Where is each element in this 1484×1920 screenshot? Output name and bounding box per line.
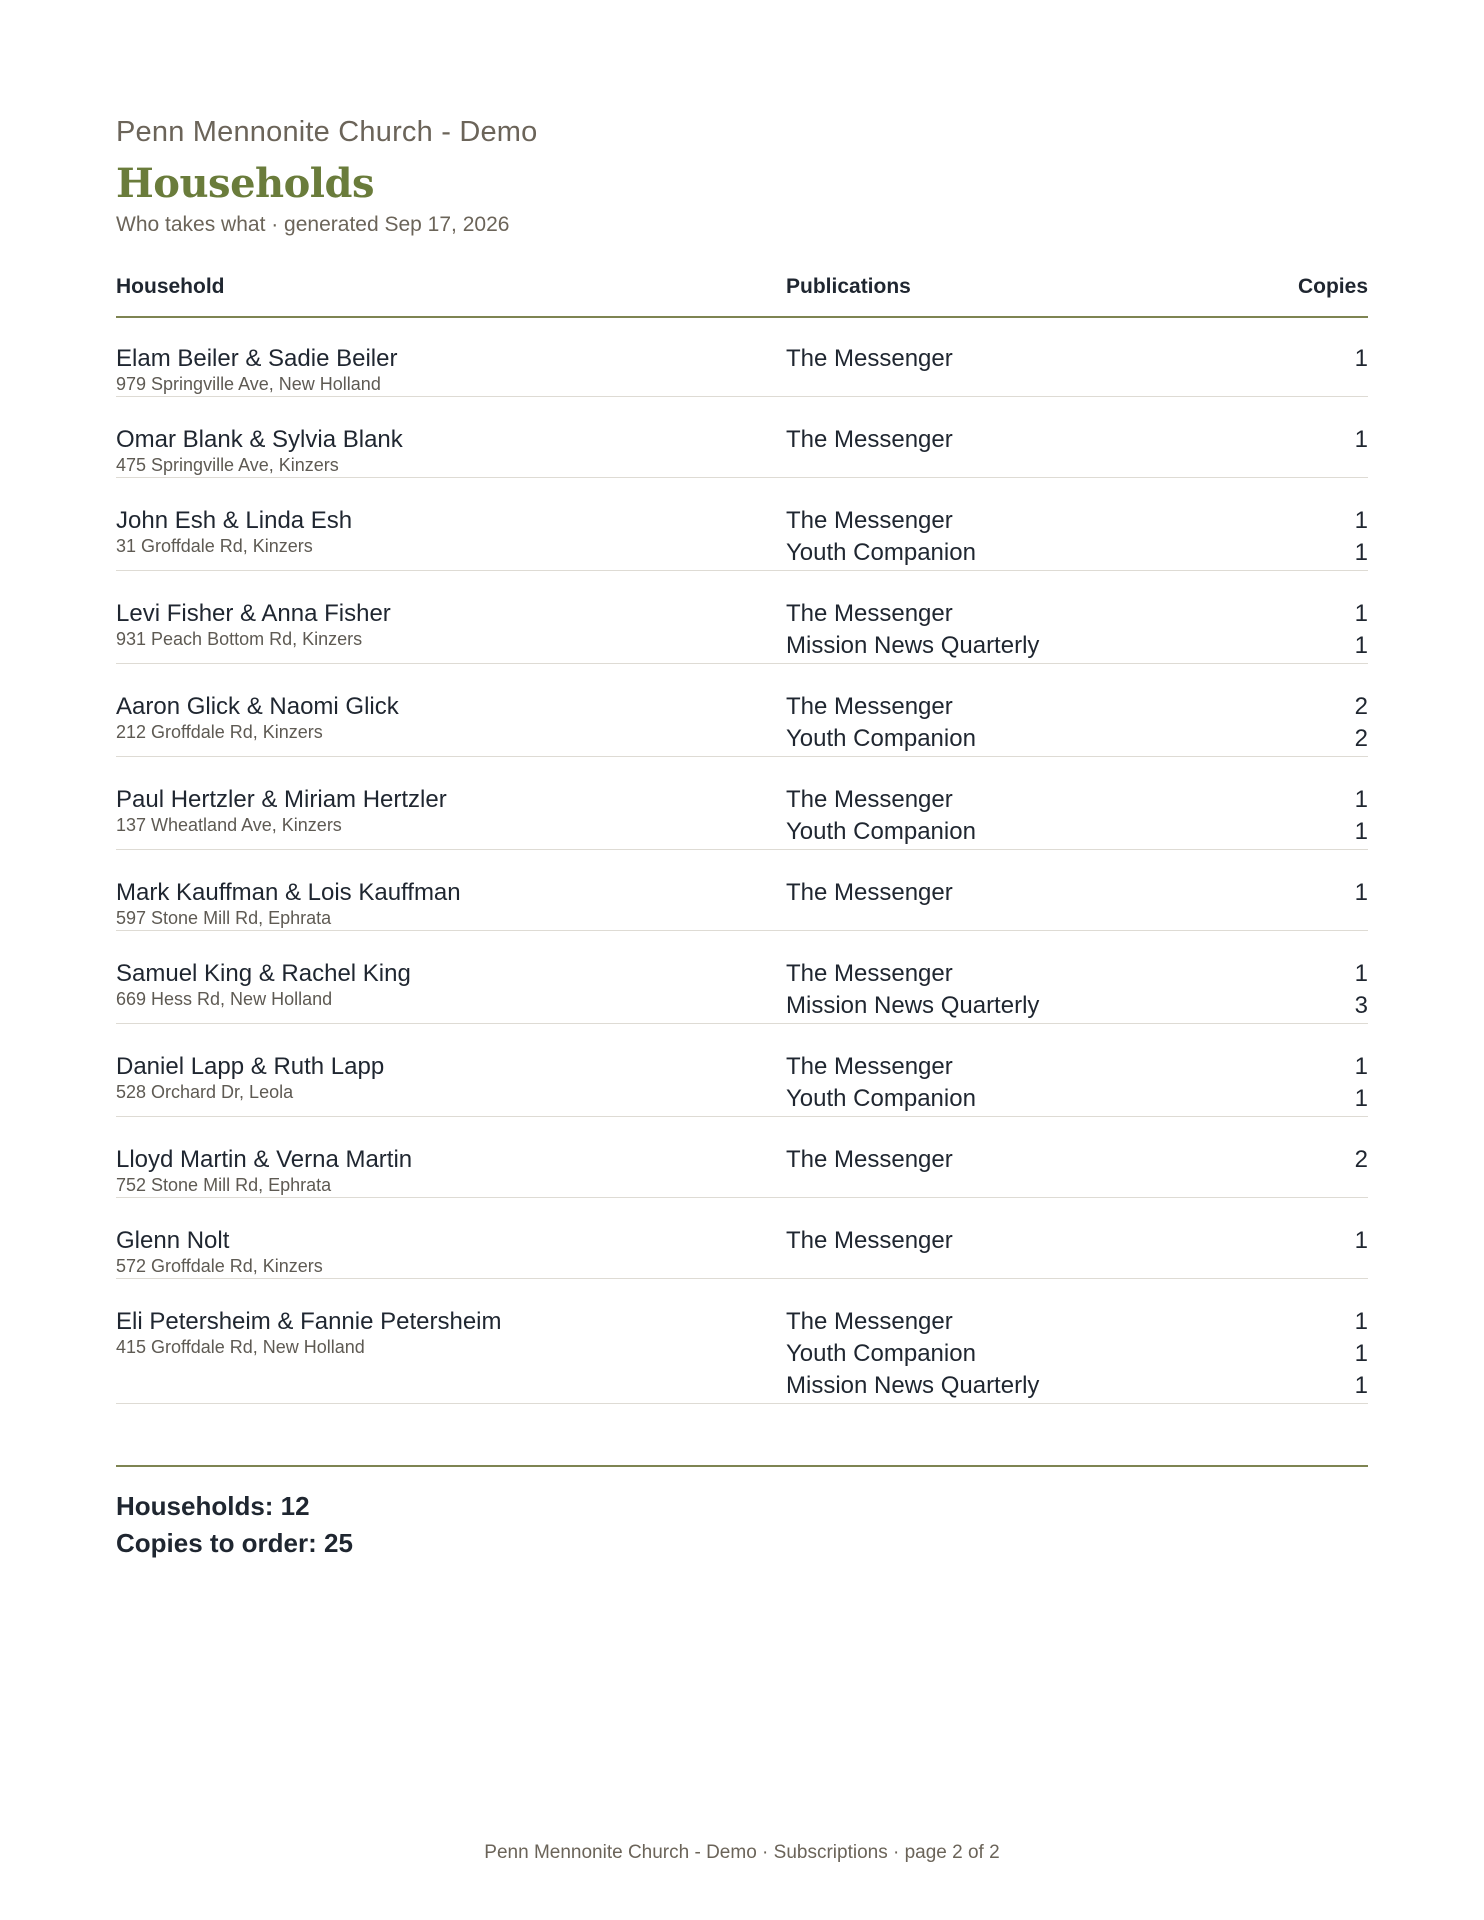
household-cell [116,1053,756,1103]
copies-count: 1 [1354,1308,1368,1335]
household-address: 212 Groffdale Rd, Kinzers [116,722,323,742]
table-row [116,1117,1368,1198]
column-header-copies: Copies [1297,275,1368,298]
table-row [116,397,1368,478]
household-name: Samuel King & Rachel King [116,960,411,987]
subscription-line [786,1372,1368,1404]
subscription-line [786,1227,1368,1259]
publication-name: The Messenger [786,345,953,372]
household-address: 979 Springville Ave, New Holland [116,374,381,394]
copies-count: 1 [1354,879,1368,906]
publication-name: Youth Companion [786,818,976,845]
household-cell [116,1146,756,1196]
publication-name: The Messenger [786,786,953,813]
copies-count: 1 [1354,1227,1368,1254]
summary [116,1488,353,1562]
household-address: 137 Wheatland Ave, Kinzers [116,815,342,835]
household-name: Eli Petersheim & Fannie Petersheim [116,1308,502,1335]
household-table-body [116,316,1368,1404]
publications-cell [786,345,1368,377]
subscription-line [786,1146,1368,1178]
subscription-line [786,345,1368,377]
copies-count: 2 [1354,725,1368,752]
publication-name: The Messenger [786,507,953,534]
copies-count: 2 [1354,693,1368,720]
household-name: Daniel Lapp & Ruth Lapp [116,1053,385,1080]
subscription-line [786,600,1368,632]
copies-count: 1 [1354,600,1368,627]
report-page [116,0,1368,1920]
subscription-line [786,1053,1368,1085]
household-cell [116,786,756,836]
household-name: Elam Beiler & Sadie Beiler [116,345,398,372]
subscription-line [786,1085,1368,1117]
publication-name: Mission News Quarterly [786,632,1040,659]
publications-cell [786,960,1368,1024]
table-row [116,1024,1368,1117]
household-name: Omar Blank & Sylvia Blank [116,426,403,453]
household-name: Levi Fisher & Anna Fisher [116,600,391,627]
table-row [116,478,1368,571]
copies-count: 1 [1354,786,1368,813]
publication-name: The Messenger [786,1053,953,1080]
household-address: 475 Springville Ave, Kinzers [116,455,339,475]
publication-name: The Messenger [786,879,953,906]
publication-name: The Messenger [786,693,953,720]
page-footer: Penn Mennonite Church - Demo · Subscriptions · page 2 of 2 [484,1842,1000,1863]
copies-count: 3 [1354,992,1368,1019]
table-row [116,757,1368,850]
household-address: 31 Groffdale Rd, Kinzers [116,536,313,556]
copies-count: 1 [1354,1372,1368,1399]
publications-cell [786,786,1368,850]
subscription-line [786,992,1368,1024]
household-cell [116,1227,756,1277]
publications-cell [786,1053,1368,1117]
copies-count: 1 [1354,345,1368,372]
household-cell [116,507,756,557]
household-address: 669 Hess Rd, New Holland [116,989,333,1009]
copies-count: 1 [1354,1340,1368,1367]
household-cell [116,345,756,395]
column-header-household: Household [116,275,225,298]
copies-count: 1 [1354,1053,1368,1080]
subscription-line [786,725,1368,757]
publications-cell [786,507,1368,571]
subscription-line [786,507,1368,539]
copies-count: 1 [1354,632,1368,659]
copies-count: 1 [1354,426,1368,453]
household-cell [116,693,756,743]
copies-count: 1 [1354,539,1368,566]
household-address: 597 Stone Mill Rd, Ephrata [116,908,332,928]
table-header [116,262,1368,318]
table-row [116,664,1368,757]
publication-name: The Messenger [786,1308,953,1335]
subscription-line [786,818,1368,850]
household-name: Paul Hertzler & Miriam Hertzler [116,786,447,813]
summary-households: Households: 12 [116,1491,310,1521]
household-cell [116,600,756,650]
publication-name: Youth Companion [786,1340,976,1367]
publications-cell [786,879,1368,911]
publications-cell [786,1308,1368,1404]
publication-name: Youth Companion [786,1085,976,1112]
publications-cell [786,1146,1368,1178]
publication-name: The Messenger [786,426,953,453]
table-row [116,316,1368,397]
table-row [116,1279,1368,1404]
publication-name: Youth Companion [786,539,976,566]
publication-name: Mission News Quarterly [786,1372,1040,1399]
publication-name: Youth Companion [786,725,976,752]
table-row [116,1198,1368,1279]
subscription-line [786,960,1368,992]
publications-cell [786,693,1368,757]
subscription-line [786,693,1368,725]
household-cell [116,960,756,1010]
subscription-line [786,539,1368,571]
summary-divider [116,1465,1368,1467]
household-address: 572 Groffdale Rd, Kinzers [116,1256,323,1276]
publication-name: Mission News Quarterly [786,992,1040,1019]
household-name: Lloyd Martin & Verna Martin [116,1146,413,1173]
subscription-line [786,1340,1368,1372]
publication-name: The Messenger [786,1227,953,1254]
household-address: 752 Stone Mill Rd, Ephrata [116,1175,332,1195]
publication-name: The Messenger [786,960,953,987]
subscription-line [786,786,1368,818]
page-title: Households [116,160,374,207]
column-header-publications: Publications [786,275,911,298]
summary-copies: Copies to order: 25 [116,1528,353,1558]
household-cell [116,426,756,476]
copies-count: 1 [1354,818,1368,845]
table-row [116,571,1368,664]
publications-cell [786,600,1368,664]
copies-count: 2 [1354,1146,1368,1173]
household-address: 528 Orchard Dr, Leola [116,1082,294,1102]
copies-count: 1 [1354,507,1368,534]
copies-count: 1 [1354,960,1368,987]
subscription-line [786,879,1368,911]
household-address: 931 Peach Bottom Rd, Kinzers [116,629,363,649]
publication-name: The Messenger [786,600,953,627]
table-row [116,931,1368,1024]
household-cell [116,879,756,929]
table-row [116,850,1368,931]
subscription-line [786,1308,1368,1340]
household-address: 415 Groffdale Rd, New Holland [116,1337,365,1357]
household-cell [116,1308,756,1358]
page-subtitle: Who takes what · generated Sep 17, 2026 [116,213,510,236]
household-name: Aaron Glick & Naomi Glick [116,693,399,720]
subscription-line [786,426,1368,458]
copies-count: 1 [1354,1085,1368,1112]
publications-cell [786,1227,1368,1259]
publication-name: The Messenger [786,1146,953,1173]
household-name: John Esh & Linda Esh [116,507,353,534]
publications-cell [786,426,1368,458]
household-name: Mark Kauffman & Lois Kauffman [116,879,461,906]
subscription-line [786,632,1368,664]
org-name: Penn Mennonite Church - Demo [116,116,538,148]
household-name: Glenn Nolt [116,1227,230,1254]
